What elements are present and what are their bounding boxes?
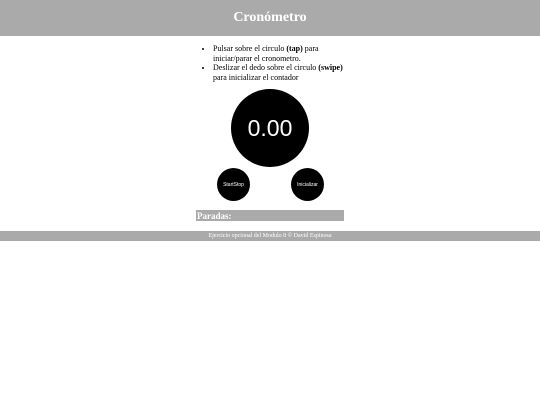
instruction-swipe: [213, 63, 358, 82]
initialize-button[interactable]: [291, 168, 324, 201]
instruction-tap-text: Pulsar sobre el circulo: [213, 44, 287, 53]
instruction-tap-keyword: (tap): [286, 44, 303, 53]
footer-bar: [0, 231, 540, 241]
instructions-list: [200, 44, 358, 82]
instruction-swipe-text: Deslizar el dedo sobre el circulo: [213, 63, 319, 72]
timer-circle[interactable]: [231, 89, 309, 167]
initialize-label: Inicializar: [297, 181, 318, 188]
footer-text: Ejercicio opcional del Modulo 8 © David Espinosa: [208, 233, 332, 239]
instruction-tap: [213, 44, 358, 63]
start-stop-label: StartStop: [223, 181, 244, 188]
page-title: Cronómetro: [233, 10, 307, 25]
instruction-swipe-keyword: (swipe): [318, 63, 343, 72]
instruction-tap-tail: para iniciar/parar el cronometro.: [213, 44, 319, 63]
start-stop-button[interactable]: [217, 168, 250, 201]
stops-label: Paradas:: [197, 210, 232, 221]
instruction-swipe-tail: para inicializar el contador: [213, 72, 299, 82]
header-bar: [0, 0, 540, 36]
timer-display: 0.00: [247, 114, 293, 141]
stops-section: [196, 210, 344, 221]
